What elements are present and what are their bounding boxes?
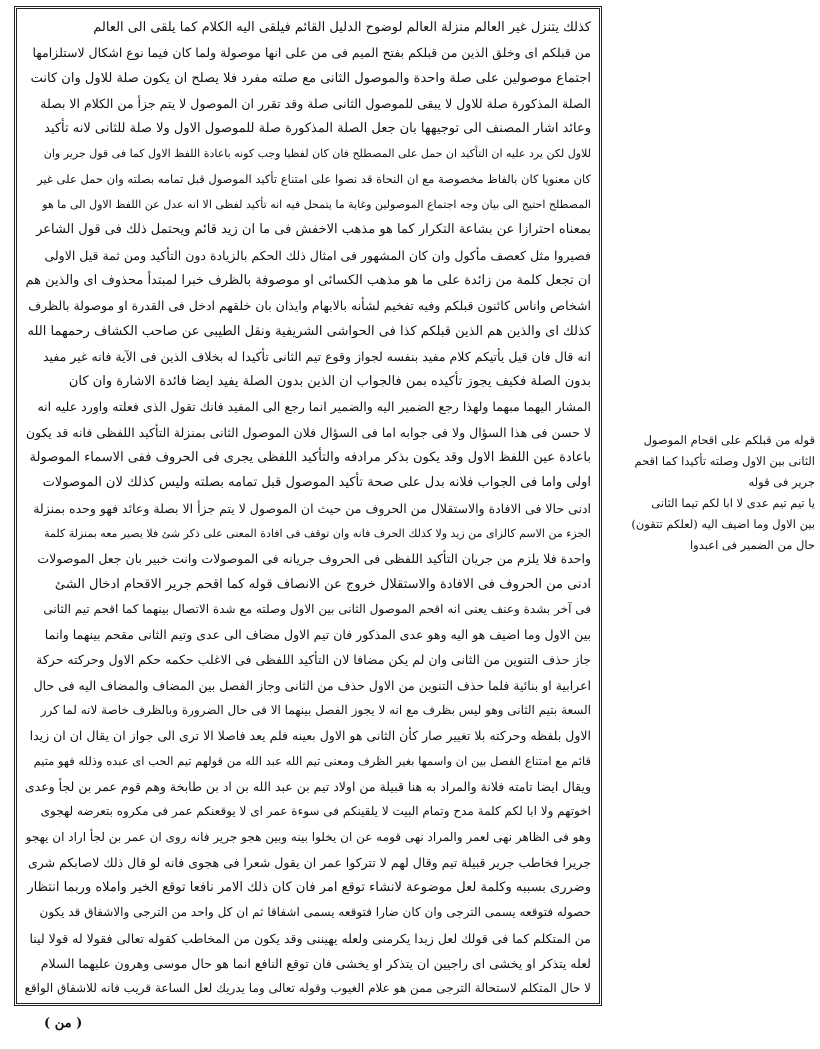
text-line: جاز حذف التنوين من الثانى وان لم يكن مضافا لان التأكيد اللفظى فى الاغلب حكمه حكم الاول وحركته حركة (36, 652, 591, 668)
text-line: باعادة عين اللفظ الاول وقد يكون بذكر مرادفه والتأكيد اللفظى يجرى فى الحروف ففى الاسماء الموصولة (29, 450, 591, 466)
text-line: حصوله فتوقعه يسمى الترجى وان كان ضارا فتوقعه يسمى اشفاقا ثم ان كل واحد من الترجى والاشفاق قد يكون (39, 905, 591, 920)
text-line: واحدة فلا يلزم من جريان التأكيد اللفظى فى الحروف جريانه فى الموصولات وانت خبير بان جعل الموصولات (37, 551, 591, 567)
text-line: جريرا فخاطب جرير قبيلة تيم وقال لهم لا تتركوا عمر ان يقول شعرا فى هجوى فانه لو قال ذلك لاصابكم شرى (27, 854, 591, 870)
margin-note-line: جرير فى قوله (748, 475, 815, 489)
text-line: المشار اليهما مبهما ولهذا رجع الضمير اليه والضمير انما رجع الى المفيد فانك تقول الذى فعلته واورد عليه انه (37, 399, 591, 415)
text-line: فى آخر بشدة وعنف يعنى انه اقحم الموصول الثانى بين الاول وصلته مع شدة الاتصال بينهما كما اقحم تيم الثانى (43, 601, 591, 616)
text-line: لا حال المتكلم لاستحالة الترجى ممن هو علام الغيوب وقوله تعالى وما يدريك لعل الساعة قريب فانه للاشفاق الواقع (25, 981, 591, 996)
main-text-frame (14, 6, 602, 1006)
text-line: الصلة المذكورة صلة للاول لا يبقى للموصول الثانى صلة وقد تقرر ان الموصول لا يتم جزأ من الكلام الا بصلة (40, 95, 591, 111)
text-line: اجتماع موصولين على صلة واحدة والموصول الثانى مع صلته مفرد فلا يصلح ان يكون صلة للاول وان كانت (30, 70, 591, 86)
margin-note (610, 430, 815, 556)
text-line: اخوتهم ولا ابا لكم كلمة مدح وتمام البيت لا يلقينكم فى سوءة عمر اى لا يوقعنكم عمر فى مكروه بتعرضه لهجوى (40, 804, 591, 819)
text-line: كذلك اى والذين هم الذين قبلكم كذا فى الحواشى الشريفية ونقل الطيبى عن صاحب الكشاف رحمهما الله (27, 323, 591, 339)
text-line: ادنى من الحروف فى الافادة والاستقلال خروج عن الانصاف قوله كما اقحم جرير الاقحام ادخال الشئ (54, 576, 591, 592)
text-line: اعرابية او بنائية فلما حذف التنوين من الاول حذف من الثانى وجاز الفصل بين المضاف والمضاف اليه فى حال (33, 677, 591, 693)
text-line: ويقال ايضا تامته فلانة والمراد به هنا قبيلة من اولاد تيم بن عبد الله بن اد بن طابخة وهم قوم عمر بن لجأ وعدى (25, 778, 591, 794)
text-line: بين الاول وما اضيف هو اليه وهو عدى المذكور فان تيم الاول مضاف الى عدى وتيم الثانى مقحم بينهما وانما (44, 627, 591, 643)
text-line: السعة بتيم الثانى وهو ليس بظرف مع انه لا يجوز الفصل بينهما الا فى حال الضرورة وبالظرف خاصة لانه لما كرر (40, 703, 591, 718)
text-line: بمعناه احترازا عن بشاعة التكرار كما هو مذهب الاخفش فى ما ان زيد قائم ويحتمل ذلك فى قول الشاعر (36, 222, 591, 238)
text-line: انه قال فان قيل يأتيكم كلام مفيد بنفسه لجواز وقوع تيم الثانى تأكيدا له بخلاف الذين فى الآية فانه غير مفيد (42, 348, 591, 364)
text-line: ادنى حالا فى الافادة والاستقلال من الحروف من حيث ان الموصول لا يتم جزأ الا بصلة وعائد فهو وحده بمنزلة (33, 500, 591, 516)
main-text-body (25, 15, 591, 1002)
page-catchword: ( من ) (44, 1016, 83, 1031)
text-line: وعائد اشار المصنف الى توجيهها بان جعل الصلة المذكورة صلة للموصول الاول ولا صلة للثانى لانه تأكيد (44, 121, 591, 137)
margin-note-line: حال من الضمير فى اعبدوا (689, 538, 815, 552)
text-line: من المتكلم كما فى قولك لعل زيدا يكرمنى ولعله يهيننى وقد يكون من المخاطب كقوله تعالى فقولا له قولا لينا (29, 930, 591, 946)
text-line: قائم مع امتناع الفصل بين ان واسمها بغير الظرف ومعنى تيم الله عبد الله من قولهم تيم الحب اى عبده وذلله فهو متيم (33, 753, 591, 768)
margin-note-line: الثانى بين الاول وصلته تأكيدا كما اقحم (634, 454, 815, 468)
text-line: اولى واما فى الجواب فلانه بدل على صحة تأكيد الموصول قبل تمامه بصلته وليس كذلك لان الموصولات (42, 475, 591, 491)
text-line: المصطلح احتيج الى بيان وجه اجتماع الموصولين وغاية ما يتمحل فيه انه تأكيد لفظى الا انه عدل عن اللفظ الاول الى ما هو (42, 198, 591, 212)
margin-note-line: بين الاول وما اضيف اليه (لعلكم تتقون) (631, 517, 815, 531)
text-line: للاول لكن يرد عليه ان التأكيد ان حمل على المصطلح فان كان لفظيا وجب كونه باعادة اللفظ الاول كما فى قول جرير وان (43, 147, 591, 161)
text-line: فصيروا مثل كعصف مأكول وان كان المشهور فى امثال ذلك الحكم بالزيادة دون التأكيد ومن ثمة قيل الاولى (44, 247, 591, 263)
text-line: ان تجعل كلمة من زائدة على ما هو مذهب الكسائى او موصوفة بالظرف خبرا لمبتدأ محذوف اى والذين هم (25, 272, 591, 288)
text-line: الاول بلفظه وحركته بلا تغيير صار كأن الثانى هو الاول بعينه فلم يعد فاصلا الا ترى الى جواز ان يقال ان ان زيدا (29, 728, 591, 744)
text-line: لعله يتذكر او يخشى اى راجيين ان يتذكر او يخشى فان توقع النافع انما هو حال موسى وهرون عليهما السلام (40, 955, 591, 971)
text-line: من قبلكم اى وخلق الذين من قبلكم بفتح الميم فى من على انها موصولة ولما كان فيما نوع اشكال لاستلزامها (32, 45, 591, 61)
text-line: وضررى بسببه وكلمة لعل موضوعة لانشاء توقع امر فان كان ذلك الامر نافعا توقع الخير واملاه وربما انتظار (27, 880, 591, 896)
text-line: بدون الصلة فكيف يجوز تأكيده بمن فالجواب ان الذين بدون الصلة يفيد ايضا فائدة الاشارة وان كان (68, 374, 591, 390)
text-line: لا حسن فى هذا السؤال ولا فى جوابه اما فى السؤال فلان الموصول الثانى بمنزلة التأكيد اللفظى فانه قد يكون (25, 424, 591, 440)
text-line: وهو فى الظاهر نهى لعمر والمراد نهى قومه عن ان يخلوا بينه وبين هجو جرير فانه روى ان عمر بن لجأ اراد ان يهجو (25, 829, 591, 844)
text-line: كذلك يتنزل غير العالم منزلة العالم لوضوح الدليل القائم فيلقى اليه الكلام كما يلقى الى العالم (93, 20, 591, 35)
margin-note-line: قوله من قبلكم على اقحام الموصول (643, 433, 815, 447)
text-line: الجزء من الاسم كالزاى من زيد ولا كذلك الحرف فانه وان توقف فى افادة المعنى على ذكر شئ فلا يصير معه بمنزلة كلمة (44, 526, 591, 540)
text-line: كان معنويا كان بالفاظ مخصوصة مع ان النحاة قد نصوا على امتناع تأكيد الموصول قبل تمامه بصلته وان حمل على غير (37, 171, 591, 186)
margin-note-line: يا تيم تيم عدى لا ابا لكم تيما الثانى (651, 496, 815, 510)
text-line: اشخاص واناس كائنون قبلكم وفيه تفخيم لشأنه بالابهام وايذان بان خلقهم ادخل فى القدرة او موصولة بالظرف (28, 298, 591, 314)
